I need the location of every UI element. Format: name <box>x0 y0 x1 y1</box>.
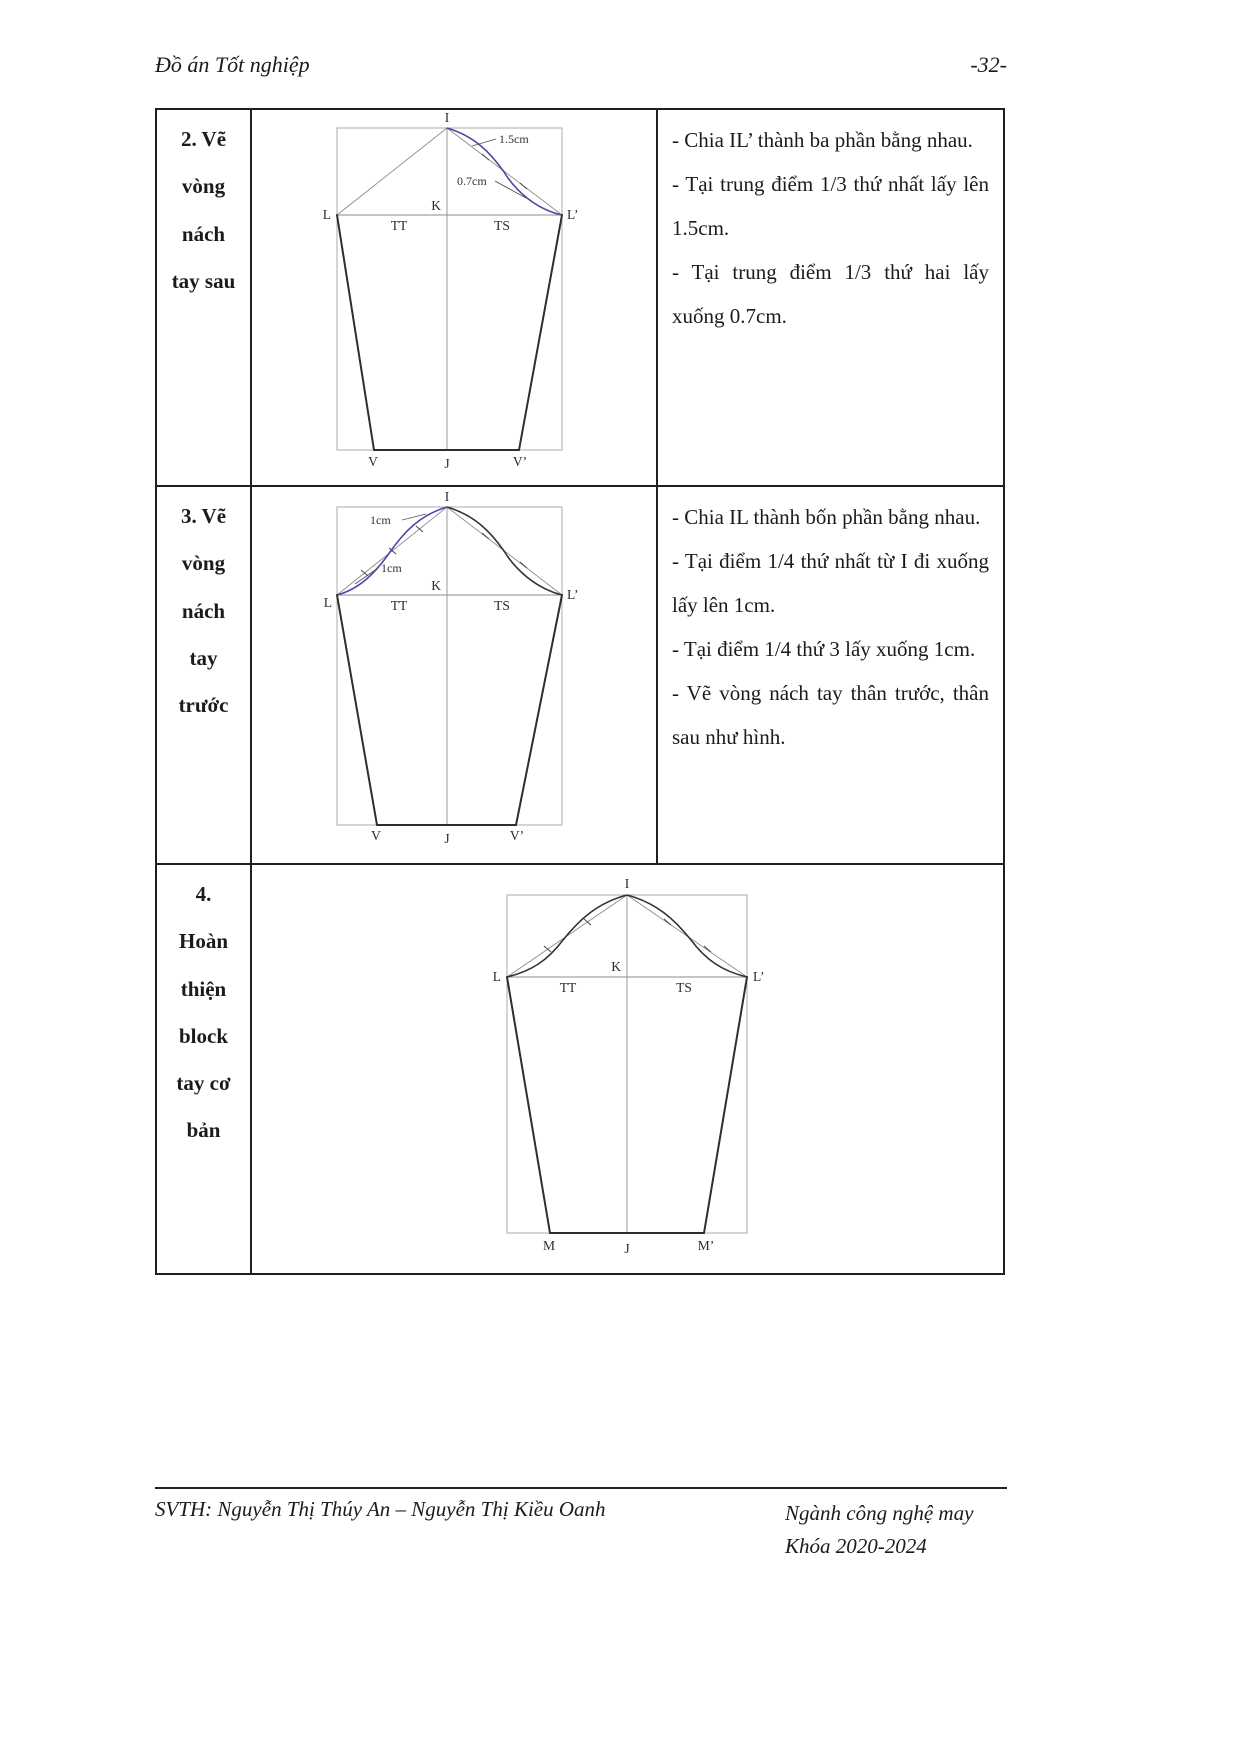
point-label-M: M <box>542 1238 556 1253</box>
diagram-wrap <box>252 487 656 863</box>
diagram-cell-back-armhole <box>251 109 657 486</box>
point-label-Vp: V’ <box>509 828 525 843</box>
left-underarm-seam <box>337 215 374 450</box>
point-label-K: K <box>431 198 441 213</box>
measure-label: 1.5cm <box>499 132 529 146</box>
instructions-cell-back-armhole <box>657 109 1004 486</box>
point-label-Lp: L’ <box>567 207 579 222</box>
footer-authors: SVTH: Nguyễn Thị Thúy An – Nguyễn Thị Kiều Oanh <box>155 1497 606 1521</box>
left-underarm-seam <box>337 595 377 825</box>
instruction-line: - Tại trung điểm 1/3 thứ hai lấy xuống 0.7cm. <box>672 260 989 329</box>
third-tick <box>482 533 489 539</box>
page-header <box>155 52 1007 78</box>
sleeve-back-armhole-diagram <box>252 110 656 485</box>
instruction-line: - Chia IL’ thành ba phần bằng nhau. <box>672 128 973 152</box>
table-row <box>156 864 1004 1274</box>
point-label-Lp: L’ <box>567 587 579 602</box>
right-underarm-seam <box>519 215 562 450</box>
point-label-Lp: L’ <box>753 969 765 984</box>
footer-major: Ngành công nghệ may <box>785 1501 974 1525</box>
footer-cohort: Khóa 2020-2024 <box>785 1533 927 1558</box>
point-label-TT: TT <box>390 218 408 233</box>
guide-tick <box>664 919 671 925</box>
point-label-L: L <box>492 969 501 984</box>
row-label: 4. Hoàn thiện block tay cơ bản <box>176 882 231 1143</box>
annotation-leader <box>355 568 378 584</box>
instruction-line: - Tại điểm 1/4 thứ nhất từ I đi xuống lấy lên 1cm. <box>672 549 989 618</box>
diagram-cell-front-armhole <box>251 486 657 864</box>
finished-sleeve-block-diagram <box>252 865 1003 1271</box>
document-title: Đồ án Tốt nghiệp <box>155 52 310 77</box>
right-underarm-seam <box>704 977 747 1233</box>
left-underarm-seam <box>507 977 550 1233</box>
point-label-TT: TT <box>390 598 408 613</box>
measure-label: 1cm <box>370 513 391 527</box>
point-label-I: I <box>444 489 450 504</box>
third-tick <box>482 154 489 160</box>
point-label-K: K <box>611 959 621 974</box>
measure-label: 1cm <box>381 561 402 575</box>
point-label-TS: TS <box>676 980 692 995</box>
table-row <box>156 486 1004 864</box>
table-row <box>156 109 1004 486</box>
measure-label: 0.7cm <box>457 174 487 188</box>
row-label: 3. Vẽ vòng nách tay trước <box>178 504 229 717</box>
point-label-I: I <box>444 110 450 125</box>
sleeve-front-armhole-diagram <box>252 487 656 861</box>
point-label-TS: TS <box>494 598 510 613</box>
point-label-L: L <box>323 595 332 610</box>
point-label-V: V <box>371 828 381 843</box>
frame-rect <box>337 507 562 825</box>
diagram-wrap <box>252 865 1003 1273</box>
instruction-line: - Tại điểm 1/4 thứ 3 lấy xuống 1cm. <box>672 637 976 662</box>
point-label-Vp: V’ <box>512 454 528 469</box>
footer-program-info <box>785 1497 1007 1562</box>
page-footer <box>155 1487 1007 1562</box>
row-label: 2. Vẽ vòng nách tay sau <box>171 127 236 293</box>
point-label-TS: TS <box>494 218 510 233</box>
third-tick <box>520 183 527 189</box>
point-label-J: J <box>444 456 450 471</box>
point-label-TT: TT <box>559 980 577 995</box>
diagram-wrap <box>252 110 656 485</box>
instruction-line: - Chia IL thành bốn phần bằng nhau. <box>672 505 981 529</box>
guide-tick <box>704 946 711 952</box>
page-number: -32- <box>970 52 1007 77</box>
point-label-I: I <box>624 876 630 891</box>
diagram-cell-finished-block <box>251 864 1004 1274</box>
instruction-line: - Tại trung điểm 1/3 thứ nhất lấy lên 1.5cm. <box>672 172 989 241</box>
point-label-J: J <box>624 1241 630 1256</box>
point-label-K: K <box>431 578 441 593</box>
row-label-cell-front-armhole <box>156 486 251 864</box>
right-underarm-seam <box>516 595 562 825</box>
row-label-cell-back-armhole <box>156 109 251 486</box>
point-label-Mp: M’ <box>697 1238 715 1253</box>
instruction-line: - Vẽ vòng nách tay thân trước, thân sau như hình. <box>672 681 989 750</box>
point-label-V: V <box>368 454 378 469</box>
row-label-cell-finished-block <box>156 864 251 1274</box>
point-label-L: L <box>322 207 331 222</box>
third-tick <box>520 562 527 568</box>
pattern-table <box>155 108 1005 1275</box>
point-label-J: J <box>444 831 450 846</box>
instructions-cell-front-armhole <box>657 486 1004 864</box>
